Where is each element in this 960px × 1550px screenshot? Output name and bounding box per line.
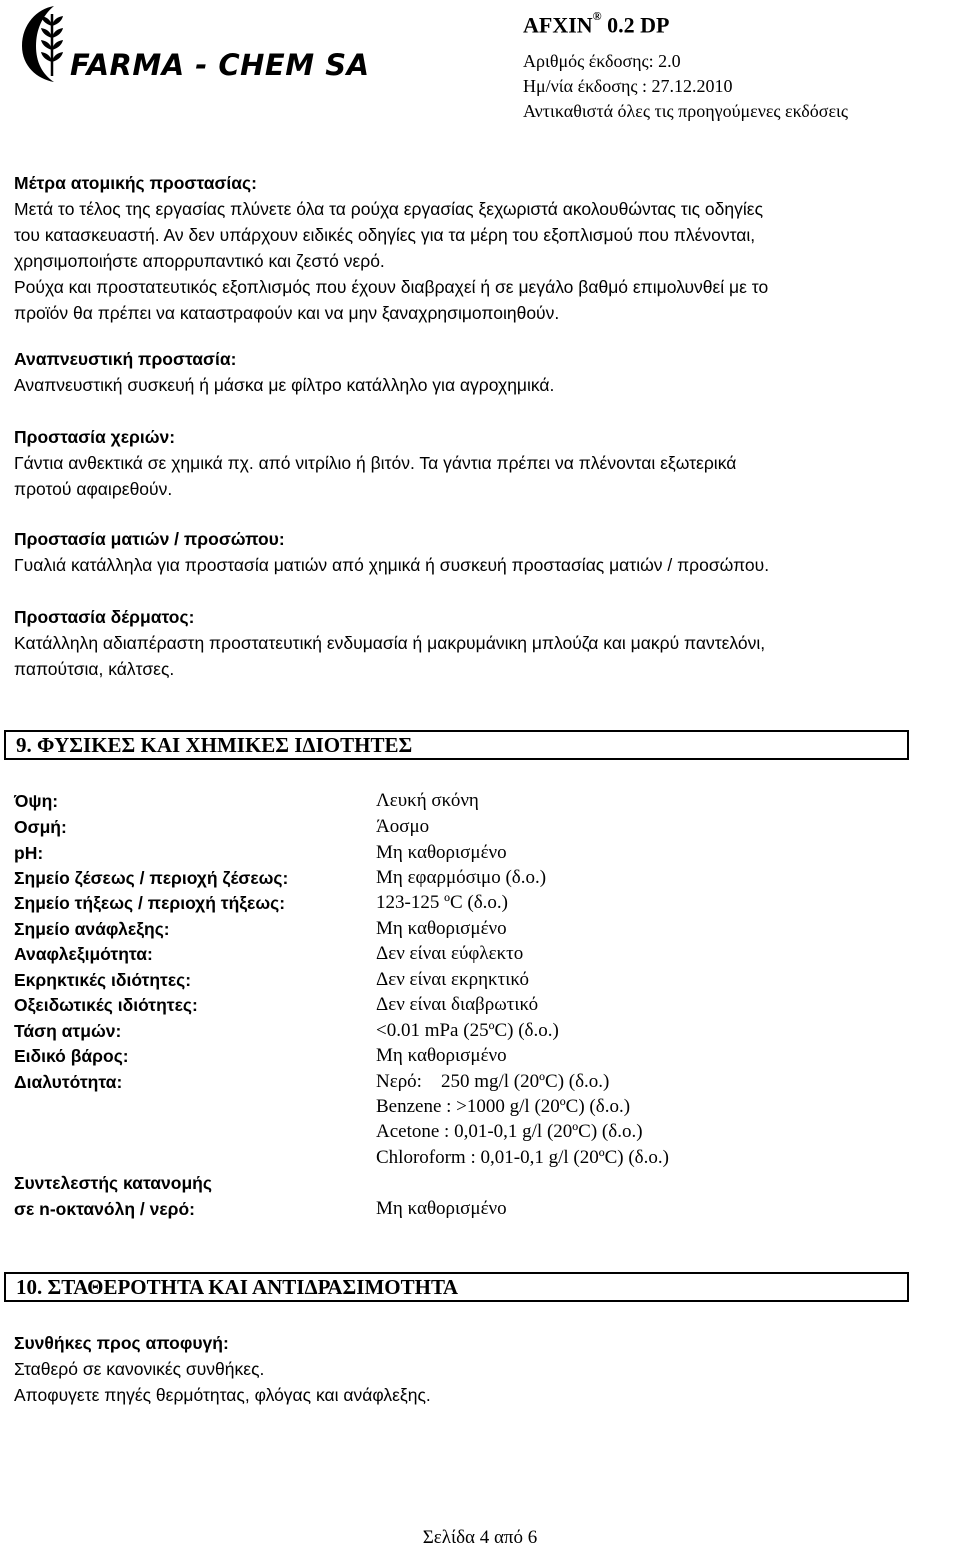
- logo-wordmark: FARMA - CHEM SA: [70, 48, 370, 82]
- property-value: Μη εφαρμόσιμο (δ.ο.): [376, 867, 547, 888]
- edition-date: Ημ/νία έκδοσης : 27.12.2010: [523, 76, 733, 97]
- paragraph-line: Σταθερό σε κανονικές συνθήκες.: [14, 1359, 265, 1379]
- property-value: Άοσμο: [376, 816, 430, 837]
- product-suffix: 0.2 DP: [607, 12, 670, 38]
- conditions-to-avoid-block: [14, 1330, 934, 1408]
- property-row: [14, 1145, 914, 1171]
- skin-protection-block: [14, 604, 934, 682]
- supersedes-note: Αντικαθιστά όλες τις προηγούμενες εκδόσεις: [523, 101, 849, 122]
- property-row: [14, 916, 914, 942]
- property-row: [14, 1119, 914, 1145]
- paragraph-line: Ρούχα και προστατευτικός εξοπλισμός που έχουν διαβραχεί ή σε μεγάλο βαθμό επιμολυνθεί με το: [14, 277, 769, 297]
- eye-protection-block: [14, 526, 934, 578]
- product-name: AFXIN: [523, 12, 593, 38]
- property-row: [14, 1043, 914, 1069]
- eye-protection-text: Γυαλιά κατάλληλα για προστασία ματιών από χημικά ή συσκευή προστασίας ματιών / προσώπου.: [14, 555, 770, 575]
- product-title: [523, 4, 953, 41]
- property-row: [14, 865, 914, 891]
- property-row: [14, 890, 914, 916]
- property-row: [14, 967, 914, 993]
- paragraph-line: Μετά το τέλος της εργασίας πλύνετε όλα τα ρούχα εργασίας ξεχωριστά ακολουθώντας τις οδηγίες: [14, 199, 764, 219]
- property-value: Δεν είναι εκρηκτικό: [376, 969, 529, 990]
- section-10-title: 10. ΣΤΑΘΕΡΟΤΗΤΑ ΚΑΙ ΑΝΤΙΔΡΑΣΙΜΟΤΗΤΑ: [4, 1272, 909, 1302]
- paragraph-line: προϊόν θα πρέπει να καταστραφούν και να μην ξαναχρησιμοποιηθούν.: [14, 303, 560, 323]
- property-value: Acetone : 0,01-0,1 g/l (20ºC) (δ.ο.): [376, 1121, 643, 1142]
- property-label: Εκρηκτικές ιδιότητες:: [14, 970, 192, 990]
- property-value: Λευκή σκόνη: [376, 790, 479, 811]
- skin-protection-heading: Προστασία δέρματος:: [14, 607, 195, 627]
- property-row: [14, 1069, 914, 1095]
- eye-protection-heading: Προστασία ματιών / προσώπου:: [14, 529, 285, 549]
- property-row: [14, 1196, 914, 1222]
- edition-number: Αριθμός έκδοσης: 2.0: [523, 51, 681, 72]
- property-row: [14, 840, 914, 866]
- property-value: Μη καθορισμένο: [376, 918, 507, 939]
- property-value: Δεν είναι διαβρωτικό: [376, 994, 539, 1015]
- property-value: Μη καθορισμένο: [376, 1198, 507, 1219]
- property-label: Τάση ατμών:: [14, 1021, 122, 1041]
- paragraph-line: προτού αφαιρεθούν.: [14, 479, 173, 499]
- respiratory-text: Αναπνευστική συσκευή ή μάσκα με φίλτρο κατάλληλο για αγροχημικά.: [14, 375, 555, 395]
- company-logo: [12, 4, 372, 84]
- registered-mark: ®: [592, 9, 602, 23]
- property-value: <0.01 mPa (25ºC) (δ.ο.): [376, 1020, 559, 1041]
- property-label: Όψη:: [14, 791, 59, 811]
- property-label: Συντελεστής κατανομής: [14, 1173, 212, 1193]
- property-value: Νερό: 250 mg/l (20ºC) (δ.ο.): [376, 1071, 610, 1092]
- property-label: σε n-οκτανόλη / νερό:: [14, 1199, 195, 1219]
- respiratory-block: [14, 346, 934, 398]
- property-row: [14, 788, 914, 814]
- paragraph-line: Γάντια ανθεκτικά σε χημικά πχ. από νιτρίλιο ή βιτόν. Τα γάντια πρέπει να πλένονται εξωτερικά: [14, 453, 737, 473]
- property-label: Σημείο ζέσεως / περιοχή ζέσεως:: [14, 868, 289, 888]
- property-label: Αναφλεξιμότητα:: [14, 944, 153, 964]
- property-label: Οξειδωτικές ιδιότητες:: [14, 995, 198, 1015]
- property-label: Ειδικό βάρος:: [14, 1046, 129, 1066]
- conditions-heading: Συνθήκες προς αποφυγή:: [14, 1333, 229, 1353]
- property-row: [14, 814, 914, 840]
- section-9-title: 9. ΦΥΣΙΚΕΣ ΚΑΙ ΧΗΜΙΚΕΣ ΙΔΙΟΤΗΤΕΣ: [4, 730, 909, 760]
- property-value: Δεν είναι εύφλεκτο: [376, 943, 524, 964]
- hand-protection-heading: Προστασία χεριών:: [14, 427, 176, 447]
- paragraph-line: παπούτσια, κάλτσες.: [14, 659, 175, 679]
- paragraph-line: χρησιμοποιήστε απορρυπαντικό και ζεστό νερό.: [14, 251, 385, 271]
- property-row: [14, 1094, 914, 1120]
- paragraph-line: Αποφυγετε πηγές θερμότητας, φλόγας και ανάφλεξης.: [14, 1385, 431, 1405]
- document-header: [523, 4, 953, 124]
- property-label: Διαλυτότητα:: [14, 1072, 123, 1092]
- property-label: Οσμή:: [14, 817, 67, 837]
- hand-protection-block: [14, 424, 934, 502]
- property-label: Σημείο τήξεως / περιοχή τήξεως:: [14, 893, 286, 913]
- personal-protection-block: [14, 170, 934, 326]
- property-label: pH:: [14, 843, 44, 863]
- property-row: [14, 992, 914, 1018]
- personal-protection-heading: Μέτρα ατομικής προστασίας:: [14, 173, 257, 193]
- property-value: Μη καθορισμένο: [376, 842, 507, 863]
- respiratory-heading: Αναπνευστική προστασία:: [14, 349, 237, 369]
- property-value: 123-125 ºC (δ.ο.): [376, 892, 508, 913]
- paragraph-line: του κατασκευαστή. Αν δεν υπάρχουν ειδικές οδηγίες για τα μέρη του εξοπλισμού που πλένονται,: [14, 225, 756, 245]
- property-label: Σημείο ανάφλεξης:: [14, 919, 170, 939]
- property-value: Chloroform : 0,01-0,1 g/l (20ºC) (δ.ο.): [376, 1147, 669, 1168]
- property-row: [14, 941, 914, 967]
- property-value: Μη καθορισμένο: [376, 1045, 507, 1066]
- page-number: Σελίδα 4 από 6: [422, 1527, 538, 1548]
- property-row: [14, 1170, 914, 1196]
- paragraph-line: Κατάλληλη αδιαπέραστη προστατευτική ενδυμασία ή μακρυμάνικη μπλούζα και μακρύ παντελόνι,: [14, 633, 766, 653]
- property-value: Benzene : >1000 g/l (20ºC) (δ.ο.): [376, 1096, 631, 1117]
- property-row: [14, 1018, 914, 1044]
